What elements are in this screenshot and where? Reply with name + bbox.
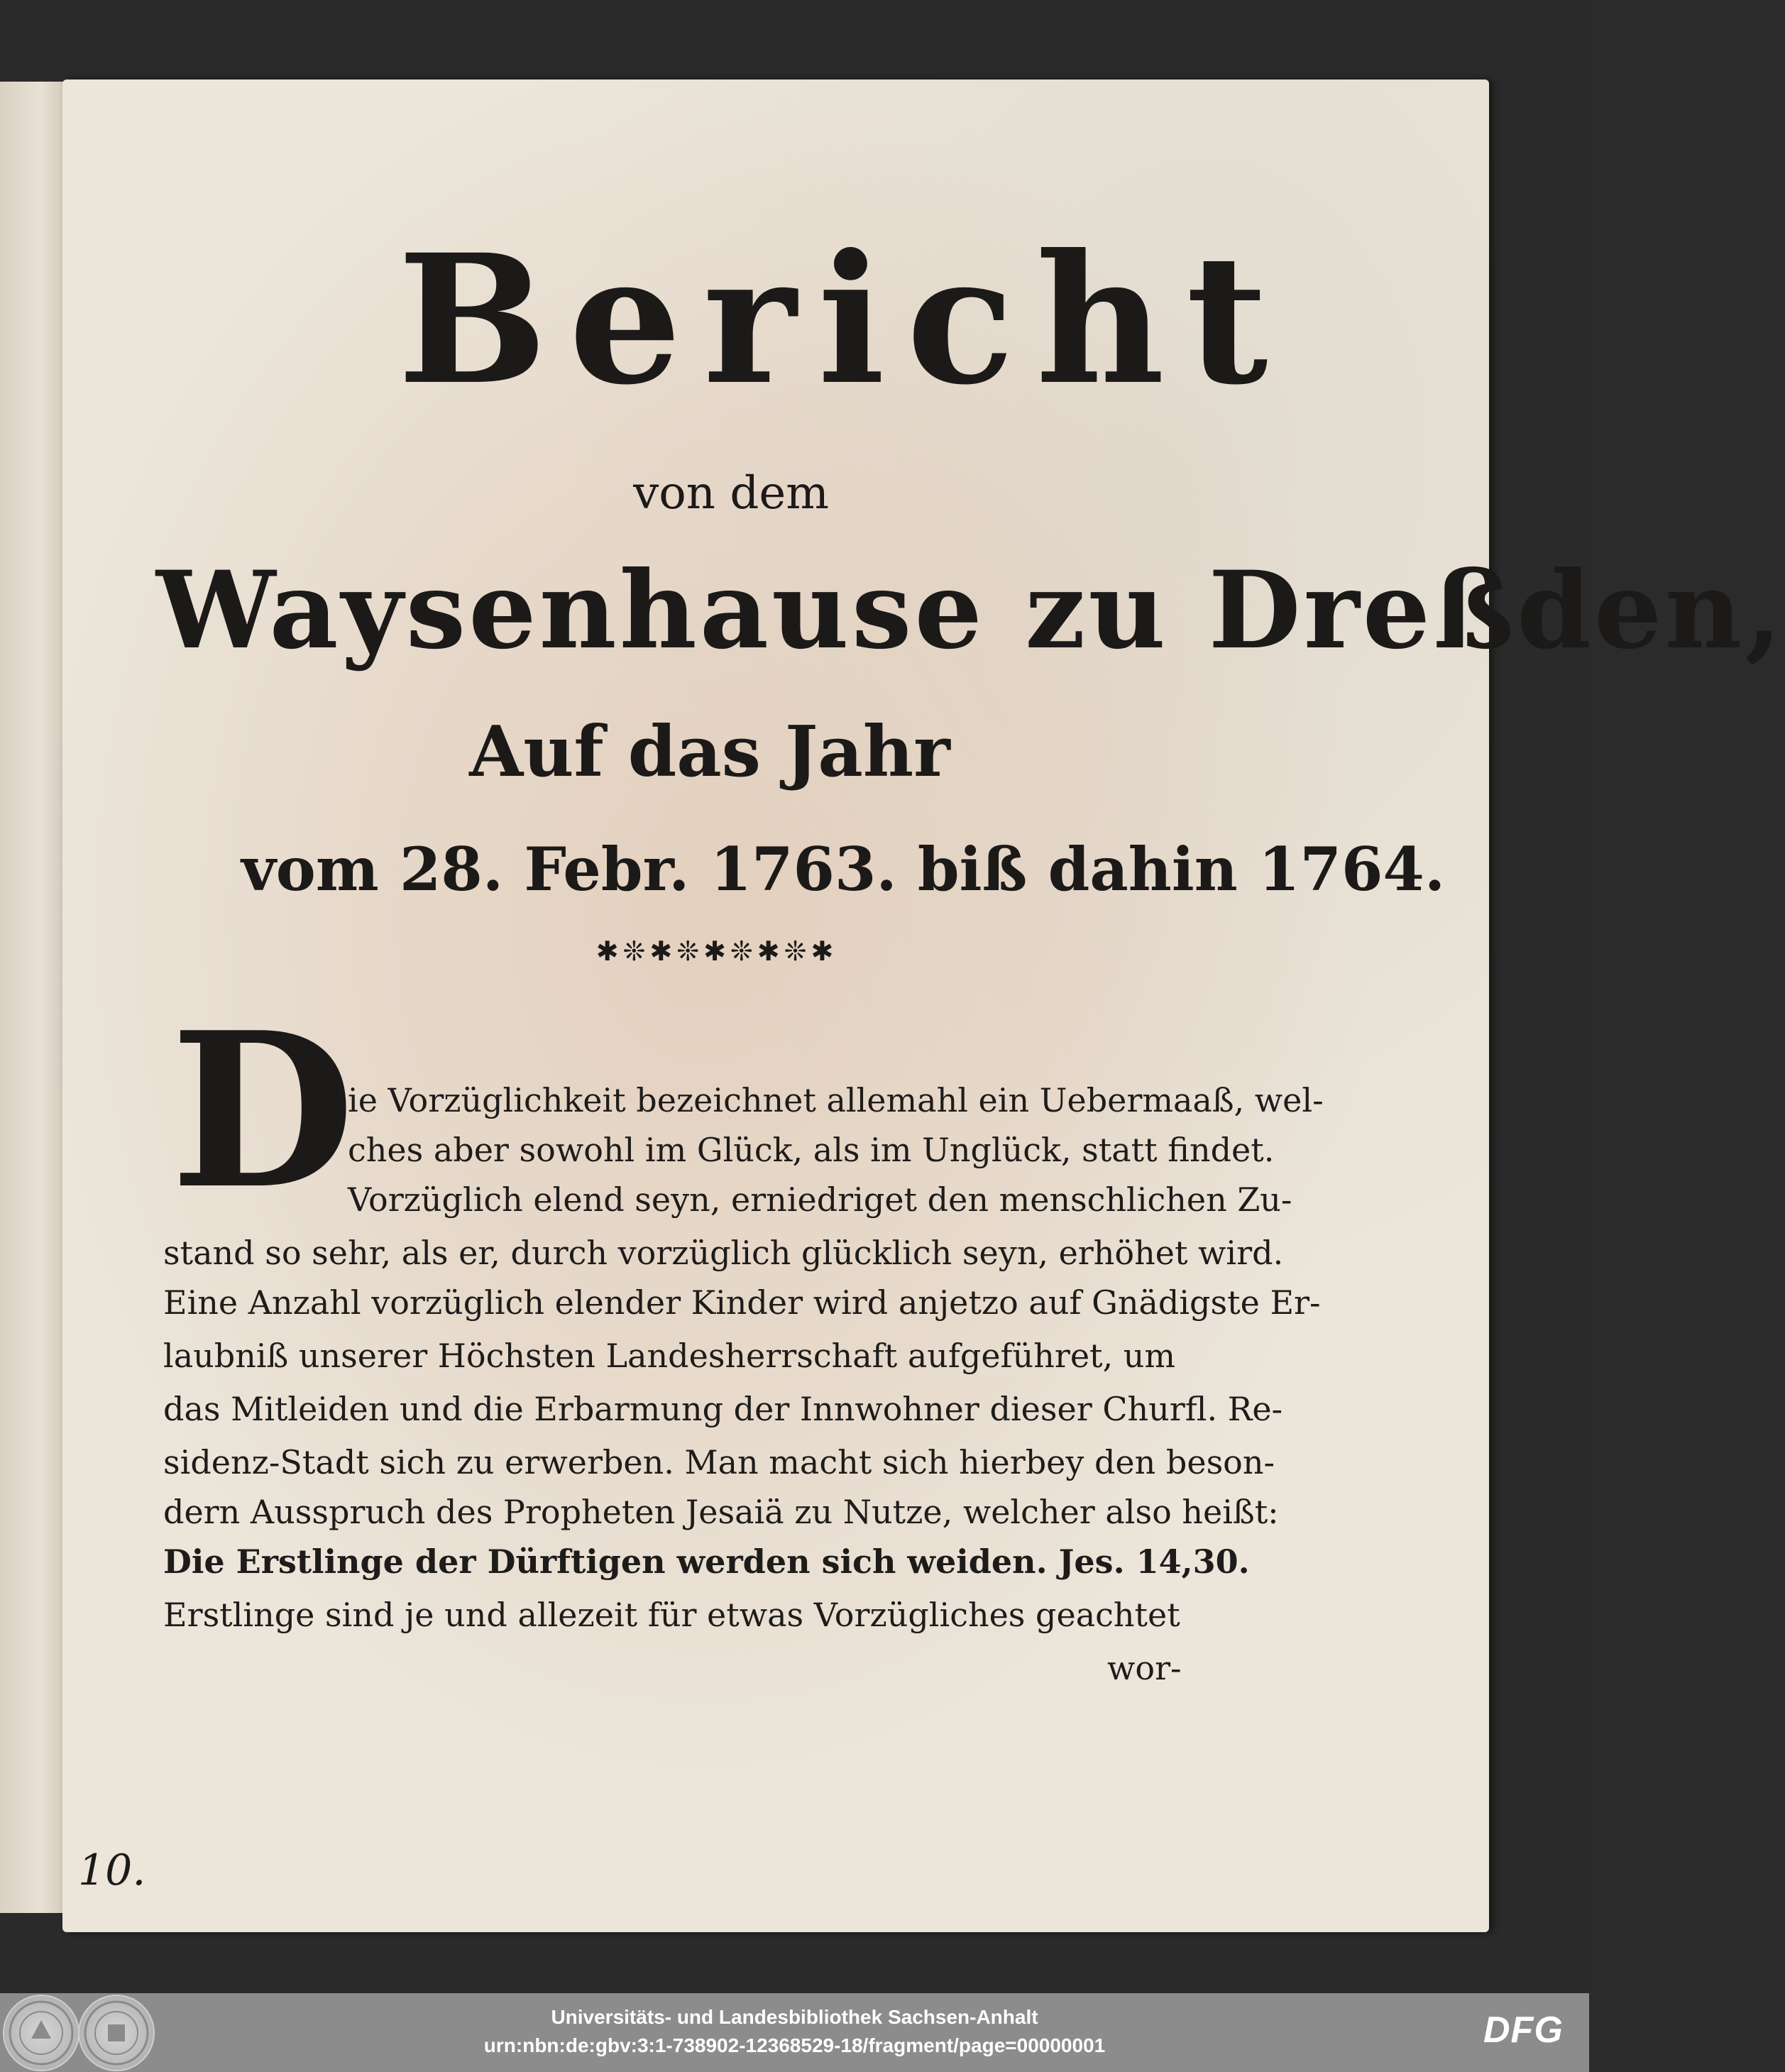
- body-line: ches aber sowohl im Glück, als im Unglück, statt findet.: [348, 1131, 1275, 1169]
- body-line: Eine Anzahl vorzüglich elender Kinder wird anjetzo auf Gnädigste Er-: [163, 1283, 1321, 1322]
- footer-bar: [0, 1993, 1589, 2072]
- year-heading: Auf das Jahr: [469, 711, 950, 793]
- title-connector: von dem: [633, 467, 829, 520]
- drop-cap: D: [170, 985, 356, 1236]
- catchword: wor-: [1107, 1649, 1182, 1687]
- body-line: Erstlinge sind je und allezeit für etwas Vorzügliches geachtet: [163, 1596, 1180, 1634]
- document-title: Bericht: [397, 215, 1290, 424]
- dfg-logo: DFG: [1483, 2010, 1564, 2051]
- date-range: vom 28. Febr. 1763. biß dahin 1764.: [241, 834, 1446, 904]
- urn-text[interactable]: urn:nbn:de:gbv:3:1-738902-12368529-18/fragment/page=00000001: [483, 2034, 1106, 2056]
- body-line: sidenz-Stadt sich zu erwerben. Man macht sich hierbey den beson-: [163, 1443, 1275, 1481]
- library-name: Universitäts- und Landesbibliothek Sachsen-Anhalt: [551, 2006, 1038, 2028]
- body-line: stand so sehr, als er, durch vorzüglich glücklich seyn, erhöhet wird.: [163, 1234, 1284, 1272]
- body-line: laubniß unserer Höchsten Landesherrschaft aufgeführet, um: [163, 1337, 1176, 1375]
- document-subtitle: Waysenhause zu Dreßden,: [156, 548, 1785, 673]
- ornament-divider: ✱❊✱❊✱❊✱❊✱: [595, 936, 838, 967]
- body-line: Vorzüglich elend seyn, erniedriget den menschlichen Zu-: [348, 1180, 1292, 1219]
- body-line: ie Vorzüglichkeit bezeichnet allemahl ein Uebermaaß, wel-: [348, 1081, 1324, 1119]
- body-line: Die Erstlinge der Dürftigen werden sich weiden. Jes. 14,30.: [163, 1542, 1250, 1581]
- body-line: dern Ausspruch des Propheten Jesaiä zu Nutze, welcher also heißt:: [163, 1493, 1279, 1531]
- body-line: das Mitleiden und die Erbarmung der Innwohner dieser Churfl. Re-: [163, 1390, 1283, 1428]
- facing-page-edge: [0, 82, 70, 1913]
- page-number: 10.: [78, 1846, 146, 1895]
